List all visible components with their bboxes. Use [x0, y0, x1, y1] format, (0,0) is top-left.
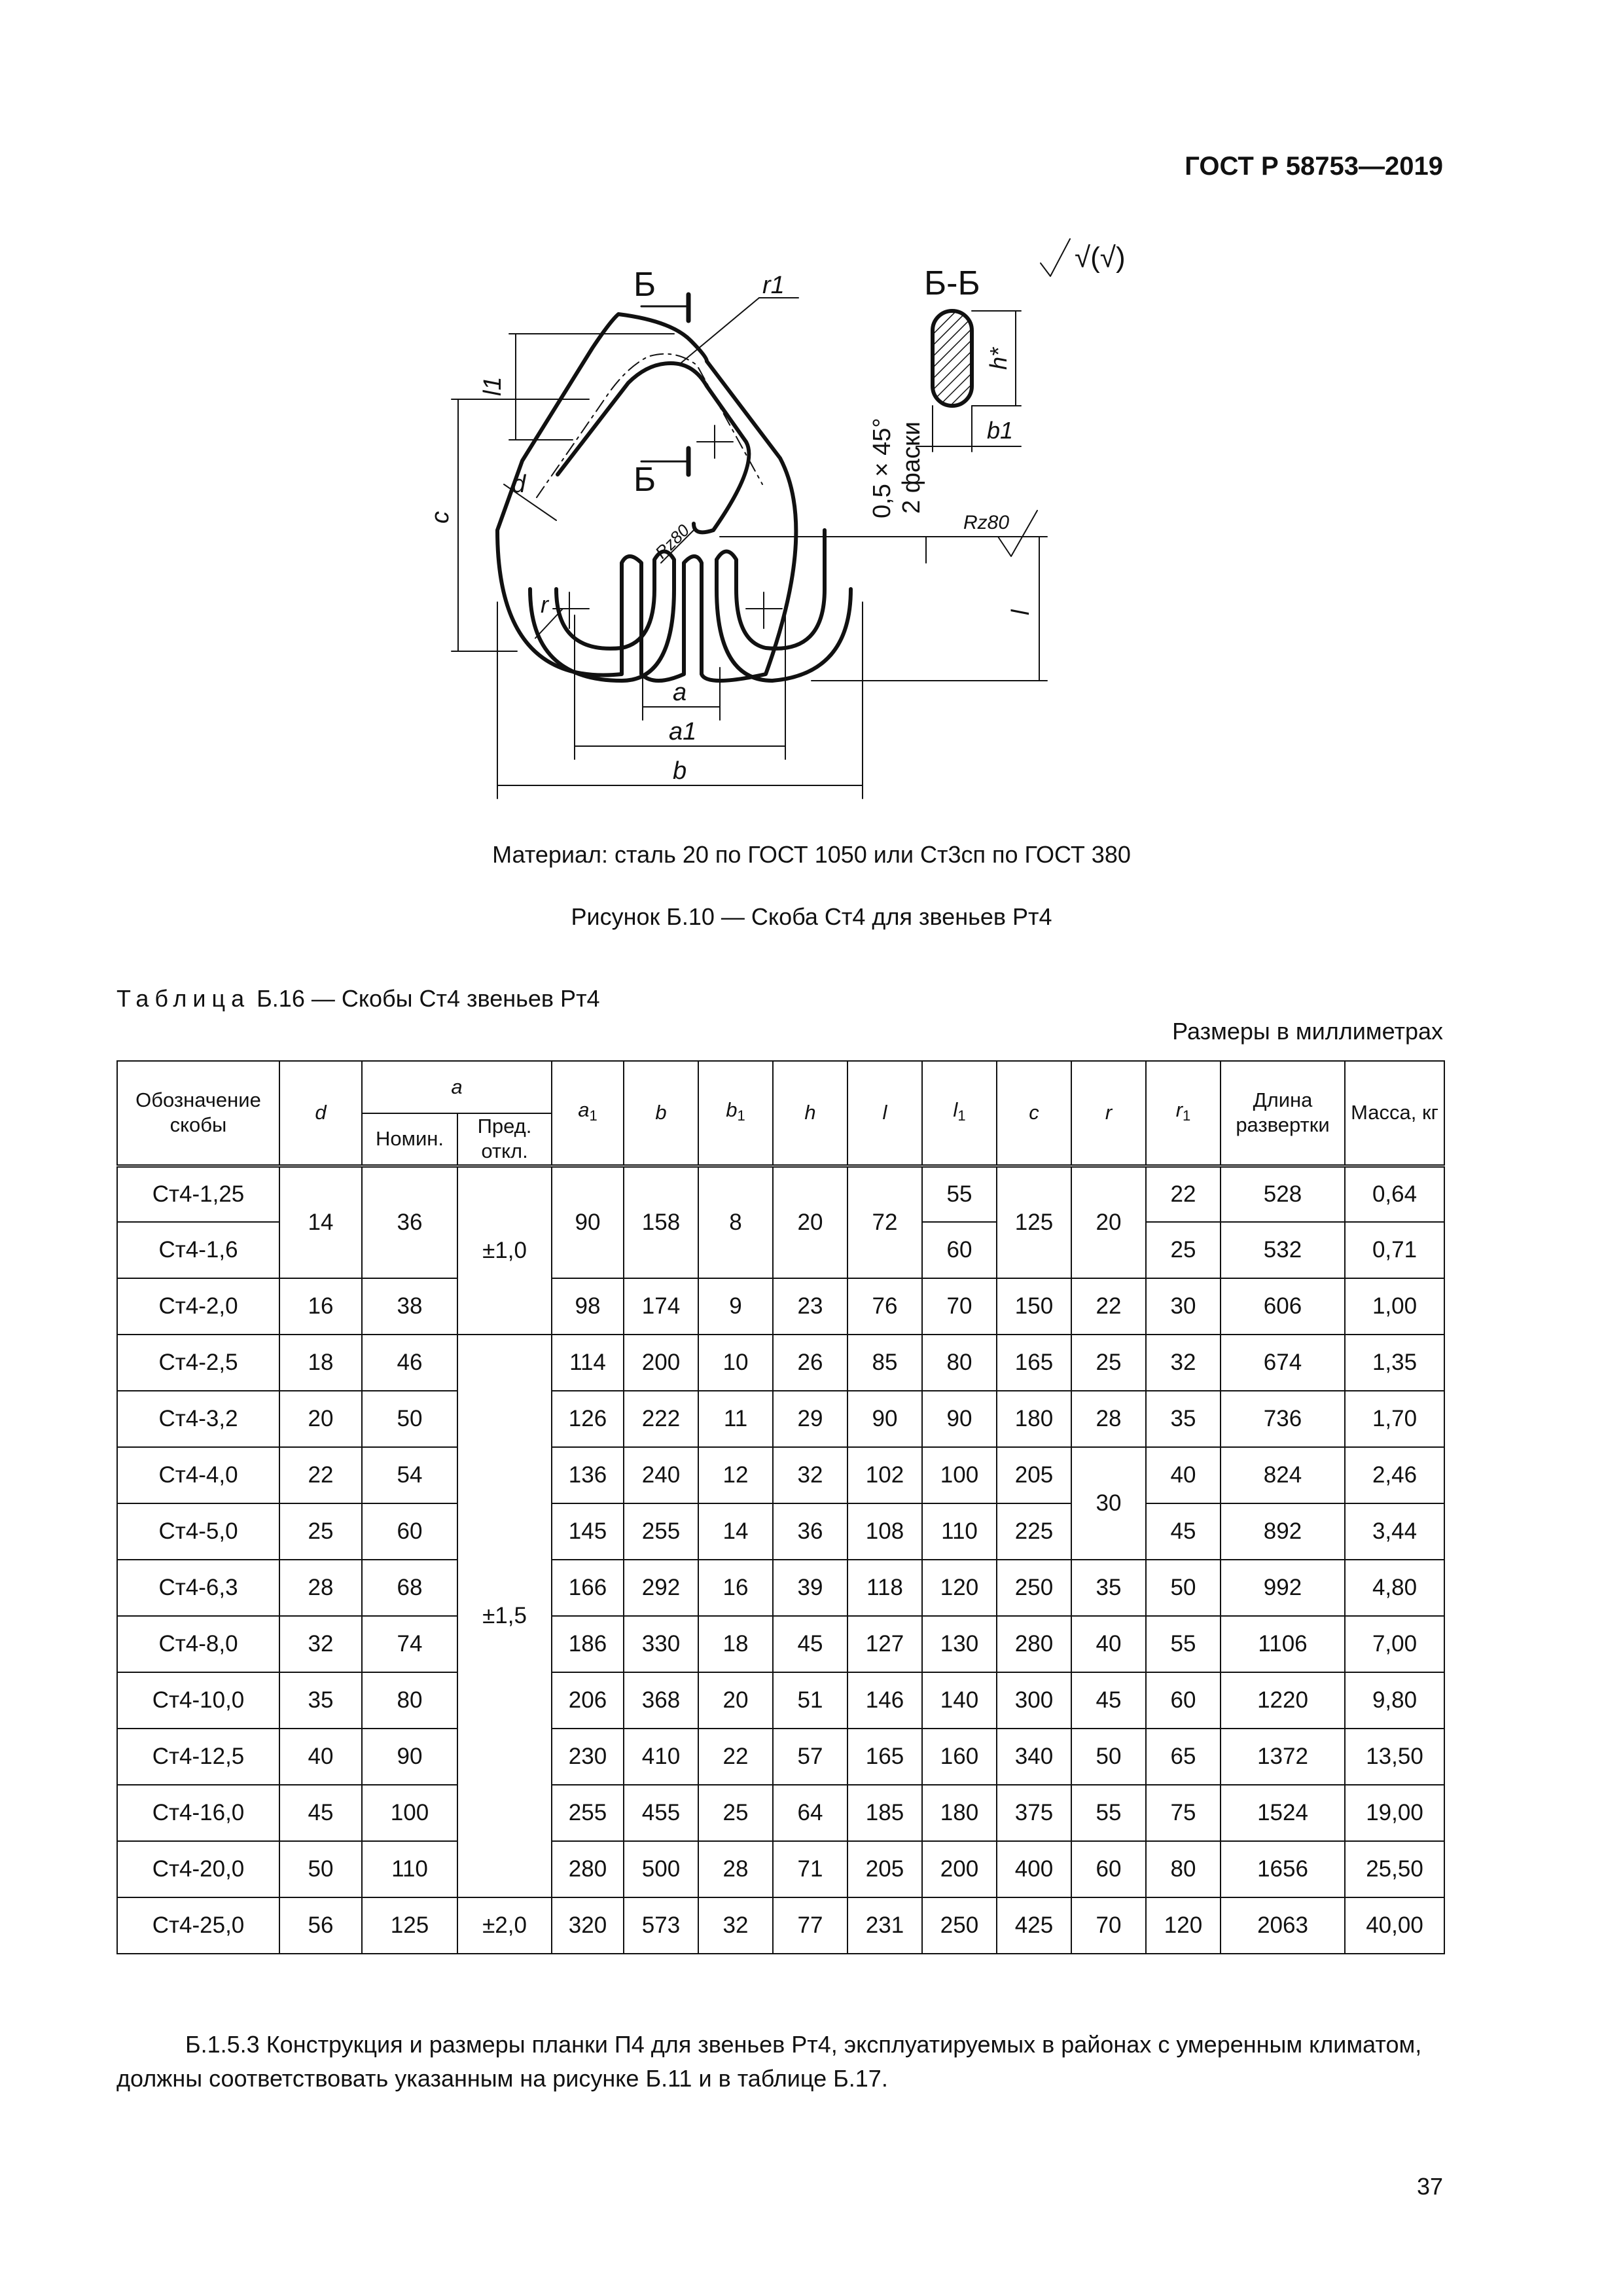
- table-cell: 20: [698, 1672, 773, 1729]
- table-cell: 4,80: [1345, 1560, 1444, 1616]
- table-cell: 35: [1146, 1391, 1221, 1447]
- table-cell: 29: [773, 1391, 847, 1447]
- label-b1: b1: [987, 417, 1014, 444]
- table-cell: Ст4-2,0: [117, 1278, 279, 1335]
- table-cell: 68: [362, 1560, 457, 1616]
- label-section-view: Б-Б: [924, 264, 980, 302]
- table-cell: Ст4-1,25: [117, 1166, 279, 1222]
- table-cell: 1524: [1221, 1785, 1345, 1841]
- table-cell: 75: [1146, 1785, 1221, 1841]
- table-cell: 25: [1146, 1222, 1221, 1278]
- table-row: [117, 1503, 1444, 1560]
- table-cell: 231: [847, 1897, 922, 1954]
- header-a-nominal: Номин.: [362, 1113, 457, 1166]
- table-cell: 40: [279, 1729, 362, 1785]
- header-b1: $b_1$: [698, 1061, 773, 1166]
- label-b: b: [673, 757, 687, 785]
- table-cell: 12: [698, 1447, 773, 1503]
- table-cell: 90: [552, 1166, 624, 1278]
- table-cell: 250: [997, 1560, 1071, 1616]
- table-cell: 410: [624, 1729, 698, 1785]
- table-cell: ±2,0: [457, 1897, 552, 1954]
- table-cell: 55: [1146, 1616, 1221, 1672]
- table-cell: 38: [362, 1278, 457, 1335]
- table-cell: 85: [847, 1335, 922, 1391]
- table-cell: 145: [552, 1503, 624, 1560]
- table-cell: 98: [552, 1278, 624, 1335]
- table-cell: 222: [624, 1391, 698, 1447]
- table-cell: 60: [1146, 1672, 1221, 1729]
- table-cell: 146: [847, 1672, 922, 1729]
- table-cell: 35: [279, 1672, 362, 1729]
- table-cell: 25,50: [1345, 1841, 1444, 1897]
- table-row: [117, 1447, 1444, 1503]
- table-cell: 892: [1221, 1503, 1345, 1560]
- table-cell: 28: [279, 1560, 362, 1616]
- label-roughness: √(√): [1075, 242, 1126, 274]
- table-cell: 8: [698, 1166, 773, 1278]
- table-cell: 32: [1146, 1335, 1221, 1391]
- table-cell: 25: [279, 1503, 362, 1560]
- table-row: [117, 1560, 1444, 1616]
- table-cell: 2,46: [1345, 1447, 1444, 1503]
- table-row: [117, 1616, 1444, 1672]
- table-cell: 56: [279, 1897, 362, 1954]
- table-cell: 22: [279, 1447, 362, 1503]
- clause-paragraph: Б.1.5.3 Конструкция и размеры планки П4 для звеньев Рт4, эксплуатируемых в районах с умеренным климатом, должны соответствовать указанным на рисунке Б.11 и в таблице Б.17.: [116, 2031, 1422, 2092]
- header-designation: Обозначение скобы: [117, 1061, 279, 1166]
- header-c: c: [997, 1061, 1071, 1166]
- table-cell: 126: [552, 1391, 624, 1447]
- table-cell: 55: [1071, 1785, 1146, 1841]
- section-view-profile: [933, 311, 972, 406]
- table-cell: 240: [624, 1447, 698, 1503]
- table-cell: 35: [1071, 1560, 1146, 1616]
- table-cell: Ст4-20,0: [117, 1841, 279, 1897]
- label-rz80-section: Rz80: [963, 512, 1010, 533]
- table-cell: 20: [773, 1166, 847, 1278]
- table-cell: 736: [1221, 1391, 1345, 1447]
- table-cell: 206: [552, 1672, 624, 1729]
- table-cell: Ст4-2,5: [117, 1335, 279, 1391]
- table-cell: 100: [362, 1785, 457, 1841]
- table-cell: Ст4-4,0: [117, 1447, 279, 1503]
- header-a1: $a_1$: [552, 1061, 624, 1166]
- table-cell: 1220: [1221, 1672, 1345, 1729]
- table-cell: 280: [997, 1616, 1071, 1672]
- table-row: [117, 1672, 1444, 1729]
- table-cell: 532: [1221, 1222, 1345, 1278]
- material-caption: Материал: сталь 20 по ГОСТ 1050 или Ст3сп по ГОСТ 380: [492, 841, 1131, 868]
- table-cell: 23: [773, 1278, 847, 1335]
- label-r: r: [541, 591, 548, 618]
- table-cell: 40: [1146, 1447, 1221, 1503]
- table-cell: Ст4-10,0: [117, 1672, 279, 1729]
- label-c: c: [427, 511, 454, 524]
- table-cell: 45: [279, 1785, 362, 1841]
- table-cell: 127: [847, 1616, 922, 1672]
- table-cell: 320: [552, 1897, 624, 1954]
- table-cell: 500: [624, 1841, 698, 1897]
- table-cell: 22: [1146, 1166, 1221, 1222]
- table-cell: Ст4-6,3: [117, 1560, 279, 1616]
- units-note: Размеры в миллиметрах: [1172, 1018, 1443, 1045]
- table-cell: 45: [773, 1616, 847, 1672]
- table-cell: 3,44: [1345, 1503, 1444, 1560]
- table-cell: 40,00: [1345, 1897, 1444, 1954]
- table-row: [117, 1166, 1444, 1222]
- table-cell: 165: [847, 1729, 922, 1785]
- table-cell: 57: [773, 1729, 847, 1785]
- table-cell: 71: [773, 1841, 847, 1897]
- table-cell: 205: [997, 1447, 1071, 1503]
- table-row: [117, 1897, 1444, 1954]
- table-cell: 1,70: [1345, 1391, 1444, 1447]
- table-cell: 16: [279, 1278, 362, 1335]
- label-l: l: [1007, 609, 1035, 615]
- label-h-star: h*: [985, 347, 1012, 370]
- table-cell: 14: [698, 1503, 773, 1560]
- table-cell: 39: [773, 1560, 847, 1616]
- table-cell: 120: [1146, 1897, 1221, 1954]
- table-cell: 0,71: [1345, 1222, 1444, 1278]
- table-cell: Ст4-12,5: [117, 1729, 279, 1785]
- label-d: d: [512, 471, 526, 498]
- table-cell: 9: [698, 1278, 773, 1335]
- table-cell: 46: [362, 1335, 457, 1391]
- table-cell: 368: [624, 1672, 698, 1729]
- table-cell: 22: [698, 1729, 773, 1785]
- table-cell: 118: [847, 1560, 922, 1616]
- table-cell: 80: [362, 1672, 457, 1729]
- header-mass: Масса, кг: [1345, 1061, 1444, 1166]
- table-cell: 606: [1221, 1278, 1345, 1335]
- table-row: [117, 1841, 1444, 1897]
- table-cell: 225: [997, 1503, 1071, 1560]
- table-cell: Ст4-5,0: [117, 1503, 279, 1560]
- table-title-text: Б.16 — Скобы Ст4 звеньев Рт4: [257, 985, 600, 1012]
- table-cell: 25: [698, 1785, 773, 1841]
- table-row: [117, 1335, 1444, 1391]
- table-cell: 36: [362, 1166, 457, 1278]
- table-cell: 36: [773, 1503, 847, 1560]
- table-cell: 10: [698, 1335, 773, 1391]
- table-cell: 528: [1221, 1166, 1345, 1222]
- header-r: r: [1071, 1061, 1146, 1166]
- table-cell: 425: [997, 1897, 1071, 1954]
- header-length: Длина развертки: [1221, 1061, 1345, 1166]
- table-cell: 110: [922, 1503, 997, 1560]
- table-cell: 375: [997, 1785, 1071, 1841]
- table-cell: Ст4-16,0: [117, 1785, 279, 1841]
- table-cell: 90: [847, 1391, 922, 1447]
- table-cell: 30: [1071, 1447, 1146, 1560]
- table-row: [117, 1391, 1444, 1447]
- table-cell: 40: [1071, 1616, 1146, 1672]
- header-d: d: [279, 1061, 362, 1166]
- table-cell: 130: [922, 1616, 997, 1672]
- table-cell: 32: [773, 1447, 847, 1503]
- table-cell: 280: [552, 1841, 624, 1897]
- table-cell: 573: [624, 1897, 698, 1954]
- table-cell: 0,64: [1345, 1166, 1444, 1222]
- header-l1: $l_1$: [922, 1061, 997, 1166]
- table-cell: 120: [922, 1560, 997, 1616]
- table-row: [117, 1785, 1444, 1841]
- table-cell: 90: [922, 1391, 997, 1447]
- table-cell: 20: [1071, 1166, 1146, 1278]
- table-cell: 25: [1071, 1335, 1146, 1391]
- label-a: a: [673, 679, 687, 706]
- table-cell: 340: [997, 1729, 1071, 1785]
- table-cell: Ст4-1,6: [117, 1222, 279, 1278]
- table-cell: 180: [997, 1391, 1071, 1447]
- table-cell: 255: [552, 1785, 624, 1841]
- table-cell: 14: [279, 1166, 362, 1278]
- label-l1: l1: [479, 376, 507, 396]
- table-cell: 160: [922, 1729, 997, 1785]
- table-cell: 166: [552, 1560, 624, 1616]
- table-cell: Ст4-3,2: [117, 1391, 279, 1447]
- table-cell: 200: [922, 1841, 997, 1897]
- bracket-drawing: [366, 223, 1217, 812]
- table-cell: 114: [552, 1335, 624, 1391]
- table-cell: 30: [1146, 1278, 1221, 1335]
- table-cell: 1,00: [1345, 1278, 1444, 1335]
- table-cell: 7,00: [1345, 1616, 1444, 1672]
- table-cell: 125: [997, 1166, 1071, 1278]
- table-cell: 54: [362, 1447, 457, 1503]
- table-cell: 51: [773, 1672, 847, 1729]
- table-cell: 76: [847, 1278, 922, 1335]
- table-cell: 64: [773, 1785, 847, 1841]
- table-cell: 26: [773, 1335, 847, 1391]
- table-cell: 102: [847, 1447, 922, 1503]
- label-a1: a1: [669, 718, 697, 745]
- table-cell: 110: [362, 1841, 457, 1897]
- header-a-tolerance: Пред. откл.: [457, 1113, 552, 1166]
- table-row: [117, 1729, 1444, 1785]
- table-cell: 70: [1071, 1897, 1146, 1954]
- table-cell: 185: [847, 1785, 922, 1841]
- table-cell: 60: [1071, 1841, 1146, 1897]
- table-cell: 13,50: [1345, 1729, 1444, 1785]
- label-chamfer-size: 0,5 × 45°: [868, 418, 896, 518]
- table-cell: 1372: [1221, 1729, 1345, 1785]
- table-cell: Ст4-25,0: [117, 1897, 279, 1954]
- table-cell: 77: [773, 1897, 847, 1954]
- table-cell: 90: [362, 1729, 457, 1785]
- table-cell: 32: [279, 1616, 362, 1672]
- table-cell: 292: [624, 1560, 698, 1616]
- table-row: [117, 1278, 1444, 1335]
- table-cell: 158: [624, 1166, 698, 1278]
- table-cell: 70: [922, 1278, 997, 1335]
- table-cell: 16: [698, 1560, 773, 1616]
- table-cell: 80: [922, 1335, 997, 1391]
- table-cell: 255: [624, 1503, 698, 1560]
- table-cell: Ст4-8,0: [117, 1616, 279, 1672]
- table-cell: 674: [1221, 1335, 1345, 1391]
- header-a: a: [362, 1061, 552, 1113]
- table-cell: 136: [552, 1447, 624, 1503]
- table-cell: 150: [997, 1278, 1071, 1335]
- table-cell: 50: [279, 1841, 362, 1897]
- table-cell: 74: [362, 1616, 457, 1672]
- table-cell: 65: [1146, 1729, 1221, 1785]
- table-cell: 250: [922, 1897, 997, 1954]
- label-section-mark-top: Б: [633, 266, 656, 304]
- table-title: [116, 985, 600, 1013]
- table-cell: 1656: [1221, 1841, 1345, 1897]
- table-cell: ±1,5: [457, 1335, 552, 1897]
- table-cell: 100: [922, 1447, 997, 1503]
- table-cell: 165: [997, 1335, 1071, 1391]
- table-cell: 20: [279, 1391, 362, 1447]
- table-cell: 28: [1071, 1391, 1146, 1447]
- table-cell: 50: [1071, 1729, 1146, 1785]
- table-cell: 125: [362, 1897, 457, 1954]
- table-cell: 108: [847, 1503, 922, 1560]
- header-h: h: [773, 1061, 847, 1166]
- table-cell: 400: [997, 1841, 1071, 1897]
- table-cell: 2063: [1221, 1897, 1345, 1954]
- table-cell: 80: [1146, 1841, 1221, 1897]
- label-chamfer-count: 2 фаски: [898, 422, 925, 514]
- header-r1: $r_1$: [1146, 1061, 1221, 1166]
- table-cell: 205: [847, 1841, 922, 1897]
- table-cell: 11: [698, 1391, 773, 1447]
- table-cell: 50: [362, 1391, 457, 1447]
- table-cell: 1106: [1221, 1616, 1345, 1672]
- table-cell: 18: [698, 1616, 773, 1672]
- table-cell: 19,00: [1345, 1785, 1444, 1841]
- page-number: 37: [1416, 2173, 1443, 2200]
- table-cell: 330: [624, 1616, 698, 1672]
- table-cell: 18: [279, 1335, 362, 1391]
- table-cell: 140: [922, 1672, 997, 1729]
- table-cell: 28: [698, 1841, 773, 1897]
- bracket-inner-contour: [558, 363, 749, 532]
- table-title-word: Таблица: [116, 985, 251, 1012]
- table-cell: 50: [1146, 1560, 1221, 1616]
- table-cell: 824: [1221, 1447, 1345, 1503]
- table-cell: 60: [922, 1222, 997, 1278]
- table-cell: 230: [552, 1729, 624, 1785]
- table-cell: 45: [1146, 1503, 1221, 1560]
- header-l: l: [847, 1061, 922, 1166]
- table-cell: 992: [1221, 1560, 1345, 1616]
- table-cell: 1,35: [1345, 1335, 1444, 1391]
- table-cell: 72: [847, 1166, 922, 1278]
- table-cell: 186: [552, 1616, 624, 1672]
- label-section-mark-bottom: Б: [633, 461, 656, 499]
- table-cell: 22: [1071, 1278, 1146, 1335]
- table-cell: 9,80: [1345, 1672, 1444, 1729]
- label-r1: r1: [762, 272, 785, 299]
- table-cell: 455: [624, 1785, 698, 1841]
- table-cell: 32: [698, 1897, 773, 1954]
- table-cell: ±1,0: [457, 1166, 552, 1335]
- table-cell: 45: [1071, 1672, 1146, 1729]
- table-cell: 180: [922, 1785, 997, 1841]
- table-cell: 300: [997, 1672, 1071, 1729]
- table-cell: 60: [362, 1503, 457, 1560]
- brackets-table: [116, 1060, 1445, 1954]
- label-rz80-hook: Rz80: [651, 520, 694, 563]
- header-b: b: [624, 1061, 698, 1166]
- document-number: ГОСТ Р 58753—2019: [1185, 152, 1443, 181]
- figure-caption: Рисунок Б.10 — Скоба Ст4 для звеньев Рт4: [571, 903, 1052, 930]
- table-cell: 55: [922, 1166, 997, 1222]
- table-cell: 200: [624, 1335, 698, 1391]
- table-cell: 174: [624, 1278, 698, 1335]
